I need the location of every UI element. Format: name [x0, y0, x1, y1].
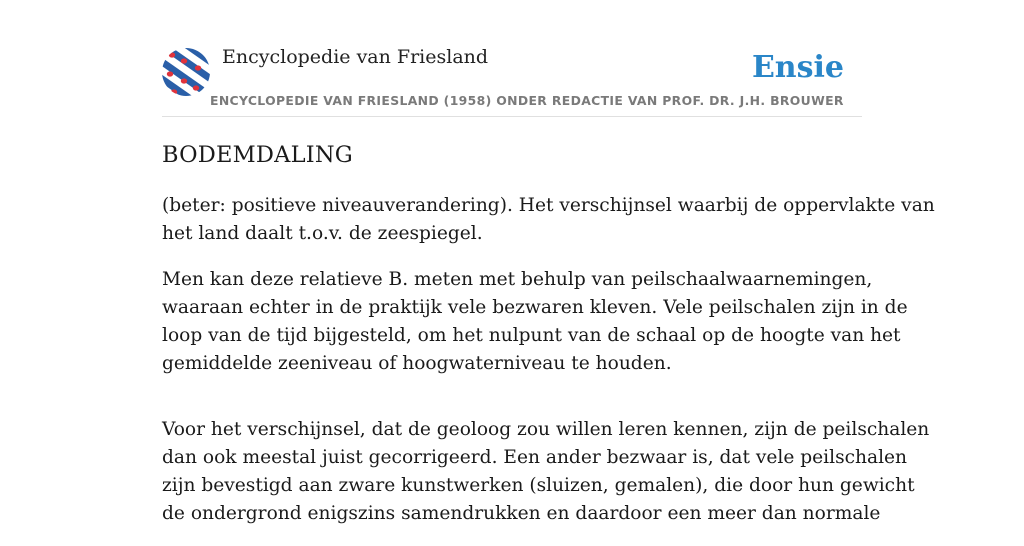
encyclopedia-subtitle: ENCYCLOPEDIE VAN FRIESLAND (1958) ONDER REDACTIE VAN PROF. DR. J.H. BROUWER: [210, 93, 844, 108]
paragraph-line: het land daalt t.o.v. de zeespiegel.: [162, 223, 483, 244]
site-title[interactable]: Encyclopedie van Friesland: [222, 46, 489, 68]
paragraph-line: waaraan echter in de praktijk vele bezwaren kleven. Vele peilschalen zijn in de: [162, 297, 908, 318]
paragraph-line: de ondergrond enigszins samendrukken en daardoor een meer dan normale: [162, 503, 881, 524]
paragraph-line: loop van de tijd bijgesteld, om het nulpunt van de schaal op de hoogte van het: [162, 325, 901, 346]
article: [162, 140, 935, 546]
brand-logo-link[interactable]: Ensie: [751, 50, 844, 85]
paragraph-line: (beter: positieve niveauverandering). Het verschijnsel waarbij de oppervlakte van: [162, 195, 935, 216]
paragraph-line: zijn bevestigd aan zware kunstwerken (sluizen, gemalen), die door hun gewicht: [162, 475, 915, 496]
article-paragraph: [162, 192, 935, 248]
paragraph-line: dan ook meestal juist gecorrigeerd. Een ander bezwaar is, dat vele peilschalen: [162, 447, 908, 468]
frisian-flag-icon[interactable]: [162, 48, 210, 96]
paragraph-line: Voor het verschijnsel, dat de geoloog zou willen leren kennen, zijn de peilschalen: [162, 419, 930, 440]
article-paragraph: [162, 416, 930, 528]
paragraph-line: gemiddelde zeeniveau of hoogwaterniveau te houden.: [162, 353, 672, 374]
article-paragraph: [162, 266, 908, 378]
paragraph-line: Men kan deze relatieve B. meten met behulp van peilschaalwaarnemingen,: [162, 269, 873, 290]
paragraph-spacer: [162, 396, 864, 416]
header: [162, 44, 862, 117]
article-title: BODEMDALING: [162, 142, 353, 168]
